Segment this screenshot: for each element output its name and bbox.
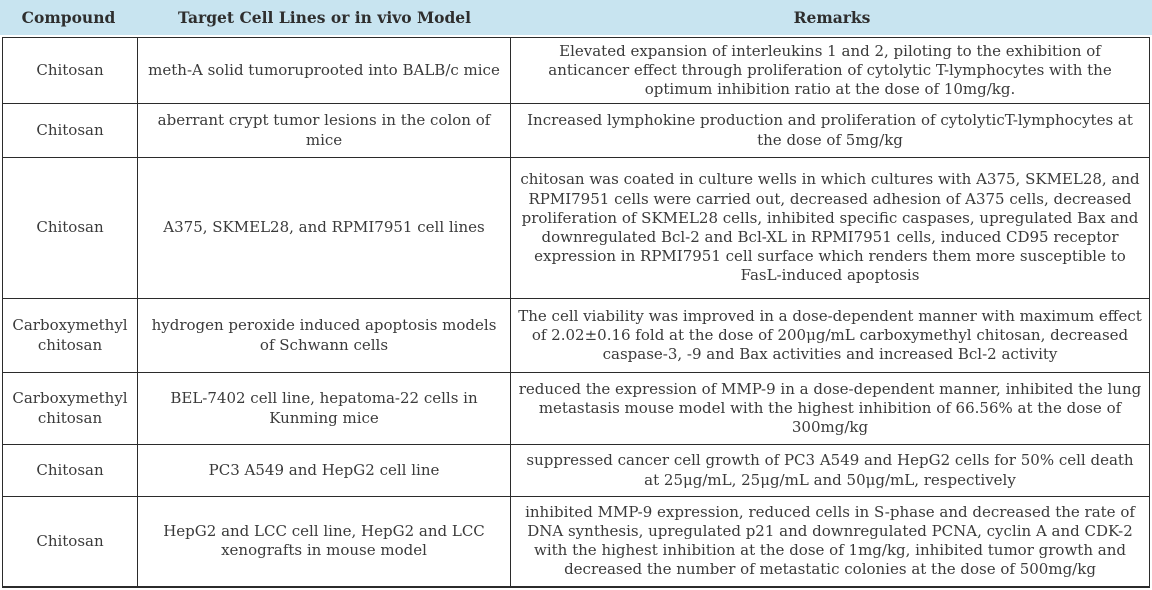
table-row	[3, 299, 1150, 373]
cell-remarks: suppressed cancer cell growth of PC3 A549 and HepG2 cells for 50% cell death at 25μg/mL, 25μg/mL and 50μg/mL, respectively	[511, 445, 1150, 497]
cell-target: PC3 A549 and HepG2 cell line	[138, 445, 511, 497]
cell-compound: Carboxymethyl chitosan	[3, 299, 138, 373]
table-header-row	[0, 0, 1152, 35]
cell-target: aberrant crypt tumor lesions in the colon of mice	[138, 104, 511, 158]
cell-target: hydrogen peroxide induced apoptosis models of Schwann cells	[138, 299, 511, 373]
cell-target: A375, SKMEL28, and RPMI7951 cell lines	[138, 158, 511, 299]
table-row	[3, 104, 1150, 158]
column-header-compound: Compound	[21, 8, 116, 27]
cell-compound: Chitosan	[3, 445, 138, 497]
cell-remarks: Elevated expansion of interleukins 1 and 2, piloting to the exhibition of anticancer effect through proliferation of cytolytic T-lymphocytes with the optimum inhibition ratio at the dose of 10mg/kg.	[511, 38, 1150, 104]
table-row	[3, 497, 1150, 587]
cell-compound: Chitosan	[3, 104, 138, 158]
cell-remarks: Increased lymphokine production and proliferation of cytolyticT-lymphocytes at the dose of 5mg/kg	[511, 104, 1150, 158]
column-header-remarks: Remarks	[793, 8, 871, 27]
cell-remarks: chitosan was coated in culture wells in which cultures with A375, SKMEL28, and RPMI7951 cells were carried out, decreased adhesion of A375 cells, decreased proliferation of SKMEL28 cells, inhibited specific caspases, upregulated Bax and downregulated Bcl-2 and Bcl-XL in RPMI7951 cells, induced CD95 receptor expression in RPMI7951 cell surface which renders them more susceptible to FasL-induced apoptosis	[511, 158, 1150, 299]
table-row	[3, 38, 1150, 104]
cell-remarks: reduced the expression of MMP-9 in a dose-dependent manner, inhibited the lung metastasis mouse model with the highest inhibition of 66.56% at the dose of 300mg/kg	[511, 373, 1150, 445]
cell-compound: Carboxymethyl chitosan	[3, 373, 138, 445]
cell-target: HepG2 and LCC cell line, HepG2 and LCC xenografts in mouse model	[138, 497, 511, 587]
cell-remarks: inhibited MMP-9 expression, reduced cells in S-phase and decreased the rate of DNA synthesis, upregulated p21 and downregulated PCNA, cyclin A and CDK-2 with the highest inhibition at the dose of 1mg/kg, inhibited tumor growth and decreased the number of metastatic colonies at the dose of 500mg/kg	[511, 497, 1150, 587]
cell-compound: Chitosan	[3, 38, 138, 104]
table-row	[3, 158, 1150, 299]
cell-compound: Chitosan	[3, 497, 138, 587]
cell-target: BEL-7402 cell line, hepatoma-22 cells in Kunming mice	[138, 373, 511, 445]
table-row	[3, 373, 1150, 445]
compound-table	[2, 37, 1150, 588]
column-header-target-cell-lines: Target Cell Lines or in vivo Model	[177, 8, 472, 27]
cell-remarks: The cell viability was improved in a dose-dependent manner with maximum effect of 2.02±0.16 fold at the dose of 200μg/mL carboxymethyl chitosan, decreased caspase-3, -9 and Bax activities and increased Bcl-2 activity	[511, 299, 1150, 373]
table-row	[3, 445, 1150, 497]
cell-compound: Chitosan	[3, 158, 138, 299]
cell-target: meth-A solid tumoruprooted into BALB/c mice	[138, 38, 511, 104]
